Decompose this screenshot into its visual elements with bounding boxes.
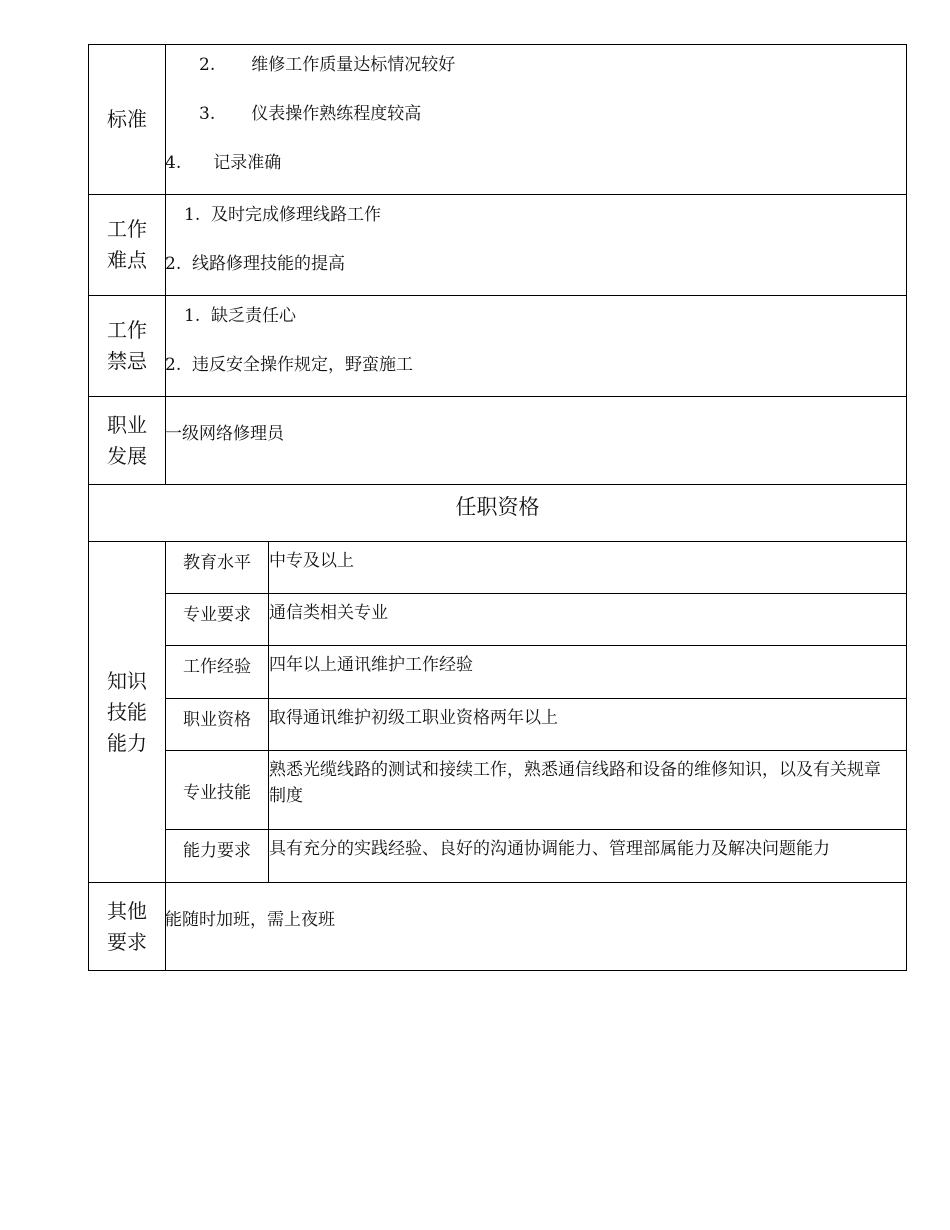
taboo-item-1: 1. 缺乏责任心: [184, 306, 297, 326]
difficulty-row: [89, 195, 907, 296]
professional-skill-value: 熟悉光缆线路的测试和接续工作，熟悉通信线路和设备的维修知识，以及有关规章制度: [269, 751, 907, 830]
experience-label: 工作经验: [166, 646, 269, 699]
taboo-item-2: 2. 违反安全操作规定，野蛮施工: [165, 355, 414, 375]
ability-value: 具有充分的实践经验、良好的沟通协调能力、管理部属能力及解决问题能力: [269, 830, 907, 883]
professional-skill-label: 专业技能: [166, 751, 269, 830]
difficulty-item-1: 1. 及时完成修理线路工作: [184, 205, 382, 225]
skills-label: 知识 技能 能力: [89, 542, 166, 883]
taboo-label: 工作 禁忌: [89, 296, 166, 397]
standard-item-4: 4. 记录准确: [165, 153, 282, 173]
skills-row-certificate: [89, 699, 907, 751]
skills-row-major: [89, 594, 907, 646]
difficulty-label: 工作 难点: [89, 195, 166, 296]
standard-row: [89, 45, 907, 195]
skills-row-professional: [89, 751, 907, 830]
qualification-header: 任职资格: [89, 485, 907, 542]
skills-row-education: [89, 542, 907, 594]
standard-item-2: 2. 维修工作质量达标情况较好: [199, 55, 456, 75]
career-text: 一级网络修理员: [165, 424, 284, 444]
education-value: 中专及以上: [269, 542, 907, 594]
career-label: 职业 发展: [89, 397, 166, 485]
taboo-content: [166, 296, 907, 397]
skills-row-experience: [89, 646, 907, 699]
major-value: 通信类相关专业: [269, 594, 907, 646]
career-row: [89, 397, 907, 485]
other-text: 能随时加班，需上夜班: [165, 910, 335, 930]
qualification-header-row: [89, 485, 907, 542]
job-description-table: [88, 44, 907, 971]
other-row: [89, 883, 907, 971]
major-label: 专业要求: [166, 594, 269, 646]
skills-row-ability: [89, 830, 907, 883]
other-label: 其他 要求: [89, 883, 166, 971]
certificate-label: 职业资格: [166, 699, 269, 751]
certificate-value: 取得通讯维护初级工职业资格两年以上: [269, 699, 907, 751]
career-content: [166, 397, 907, 485]
standard-content: [166, 45, 907, 195]
education-label: 教育水平: [166, 542, 269, 594]
other-content: [166, 883, 907, 971]
ability-label: 能力要求: [166, 830, 269, 883]
taboo-row: [89, 296, 907, 397]
difficulty-item-2: 2. 线路修理技能的提高: [165, 254, 346, 274]
standard-label: 标准: [89, 45, 166, 195]
experience-value: 四年以上通讯维护工作经验: [269, 646, 907, 699]
difficulty-content: [166, 195, 907, 296]
standard-item-3: 3. 仪表操作熟练程度较高: [199, 104, 422, 124]
